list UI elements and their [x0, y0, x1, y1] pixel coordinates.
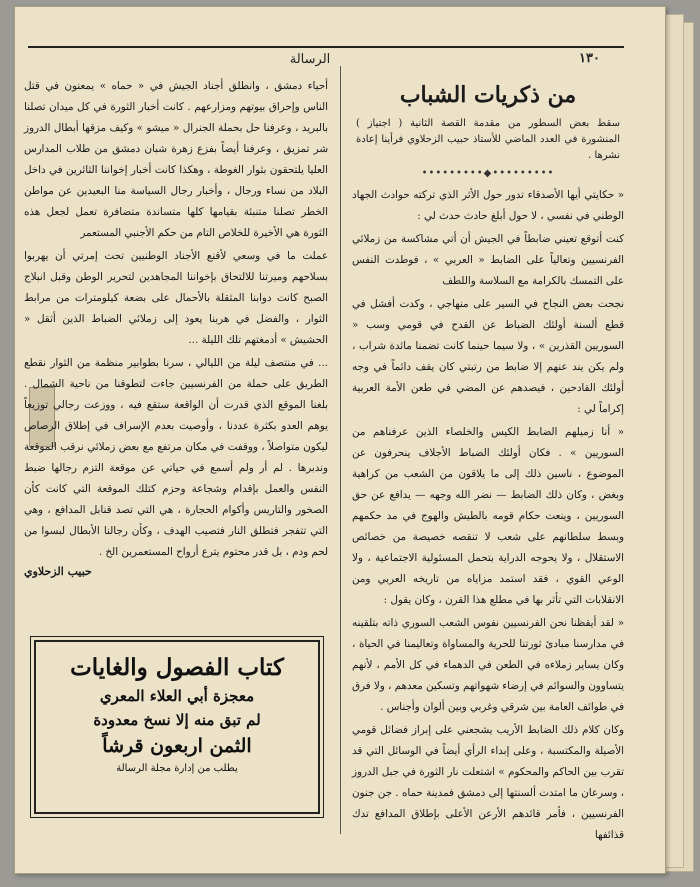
paragraph: « لقد أيقظنا نحن الفرنسيين نفوس الشعب السوري ذاته بتلقينه في مدارسنا مبادئ ثورتنا للحرية والمساواة وتعاليمنا في الحياة ، وكان يساير زملاءه في الطعن في الدهماء في كل الأمم ، لأنهم يتساوون والسوائم في إرضاء شهواتهم وتسكين معدهم ، ولا فرق في طوائف العامة بين شرقي وغربي وبين ألوان وأجناس . — [352, 617, 624, 713]
right-column — [352, 76, 624, 846]
paragraph: « أنا زميلهم الضابط الكيس والخلصاء الذين عرفناهم من السوريين » . فكان أولئك الضباط الأجلاف ينحرفون عن الموضوع ، ناسين ذلك إلى ما يلاقون من الشعب من كراهية وبغض ، وكان ذلك الضابط — نضر الله وجهه — يدافع عن حق السوريين ، وينعت حكام قومه بالطيش والهوج في مد حكمهم وبسط سلطانهم على شعب لا تنقصه خصيصة من خصائص الاستقلال ، ولا يحوجه الدراية بتحمل المسئولية الاجتماعية ، ولا الوعي القوي ، فقد استمد مزاياه من تاريخه العربي ومن الانقلابات التي تأثر بها في مطلع هذا القرن ، وكان يقول : — [352, 426, 624, 606]
page-number: ١٣٠ — [579, 51, 600, 66]
paragraph: ... في منتصف ليلة من الليالي ، سرنا بطوابير منظمة من الثوار نقطع الطريق على حملة من الفرنسيين جاءت لتطوقنا من ناحية الشمال . بلغنا الموقع الذي قدرت أن الواقعة ستقع فيه ، ووزعت رجالي توزيعاً يوهم العدو بكثرة عددنا ، وأوصيت بعدم الإسراف في إطلاق الرصاص ليكون متواصلاً ، ووقفت في مكان مرتفع مع بعض زملائي نرقب الموقعة وندبرها . لم أر ولم أسمع في حياتي عن موقعة التزم رجالها ضبط النفس والعمل بإقدام وشجاعة وحزم كتلك الموقعة التي كانت كأن الصخور والتاريس وأكوام الحجارة ، هي التي تصد قنابل المدافع ، وهي التي تتفجر فتطلق النار فتصيب الهدف ، وكأن رجالنا الأبطال لبسوا من لحم ودم ، بل قدر محتوم يترع أرواح المستعمرين الخ . — [24, 357, 328, 558]
header-rule — [28, 46, 624, 48]
book-advertisement — [34, 640, 320, 814]
ad-title: كتاب الفصول والغايات — [70, 654, 284, 681]
ad-subtitle: معجزة أبي العلاء المعري — [99, 687, 255, 705]
ad-availability: لم تبق منه إلا نسخ معدودة — [93, 711, 261, 729]
author-signature: حبيب الزحلاوي — [24, 565, 92, 578]
paragraph: كنت أتوقع تعيني ضابطاً في الجيش أن أتي مشاكسة من زملائي الفرنسيين وتعالياً على الضابط « العربي » ، فوطدت النفس على التمسك بالكرامة مع السلاسة واللطف — [352, 233, 624, 287]
paragraph: أحياء دمشق ، وانطلق أجناد الجيش في « حماه » يمعنون في قتل الناس وإحراق بيوتهم ومزارعهم . كانت أخبار الثورة في كل ميدان تصلنا بالبريد ، وعرفنا حل بحملة الجنرال « ميشو » وكيف مزقها أبطال الدروز شر تمزيق ، وعرفنا أيضاً بفزع زهرة شبان دمشق من طلاب المدارس العليا يلتحقون بثوار الغوطة ، وهكذا كانت أخبار إخواننا الثائرين في داخل البلاد من نساء ورجال ، وأخبار رجال السياسة منا البعيدين عن مواطن الخطر تصلنا متنبئة بقيامها كلها متساندة متضافرة تعمل لجعل هذه الثورة هي الأخيرة للخلاص التام من حكم الأجنبي المستعمر — [24, 80, 328, 239]
paragraph: عملت ما في وسعي لأقنع الأجناد الوطنيين تحت إمرتي أن يهربوا بسلاحهم وميرتنا للالتحاق بإخواننا المجاهدين لتحرير الوطن وقبل انبلاج الصبح كانت دوابنا المثقلة بالأحمال على بضعة كيلومترات من مرابط الثوار ، والفضل في هربنا يعود إلى زملائي الضباط الذين أثقل « الحشيش » أدمغتهم تلك الليلة ... — [24, 250, 328, 346]
column-divider — [340, 66, 341, 834]
paragraph: وكان كلام ذلك الضابط الأريب يشجعني على إبراز فضائل قومي الأصيلة والمكتسبة ، وعلى إبداء الرأي أيضاً في الوسائل التي قد تقرب بين الحاكم والمحكوم » اشتعلت نار الثورة في جبل الدروز ، وسرعان ما امتدت ألسنتها إلى دمشق فمدينة حماه . جن جنون الفرنسيين ، فأمر قائدهم الأرعن الأعلى بإطلاق المدافع تدك قذائفها — [352, 724, 624, 841]
ad-price: الثمن اربعون قرشاً — [102, 735, 252, 757]
article-title: من ذكريات الشباب — [399, 82, 577, 108]
paragraph: نجحت بعض النجاح في السير على منهاجي ، وكدت أفشل في قطع ألسنة أولئك الضباط عن القدح في قومي وسب « السوريين القذرين » ، ولا سيما حينما كانت تضمنا مائدة شراب ، ولم يكن يند عنهم إلا ضابط من رتبتي كان يقف دائماً في وجه أولئك القادحين ، فيصدهم عن المضي في طعن الأمة العربية إكراماً لي : — [352, 298, 624, 415]
editor-note: سقط بعض السطور من مقدمة القصة الثانية ( اجتياز ) المنشورة في العدد الماضي للأستاذ حبيب الزحلاوي فرأينا إعادة نشرها . — [356, 118, 620, 161]
paragraph: « حكايتي أيها الأصدقاء تدور حول الأثر الذي تركته حوادث الجهاد الوطني في نفسي ، لا حول أبلغ حادث حدث لي : — [352, 189, 624, 222]
left-column — [24, 76, 328, 578]
running-title: الرسالة — [289, 52, 331, 67]
ornament-divider: •••••••••◆••••••••• — [421, 168, 555, 179]
ad-footer: يطلب من إدارة مجلة الرسالة — [116, 763, 238, 774]
